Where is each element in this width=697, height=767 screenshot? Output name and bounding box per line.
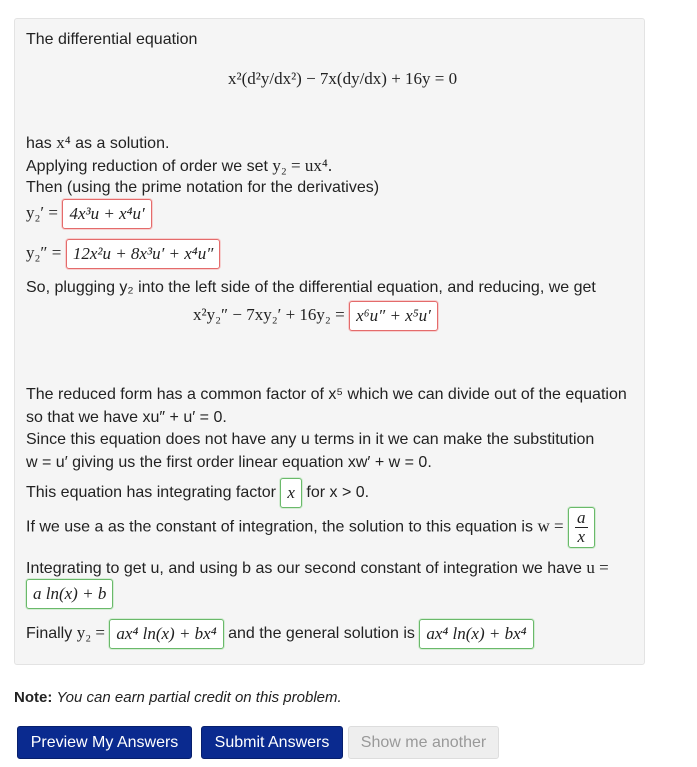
fraction-numerator: a (577, 508, 586, 527)
u-answer-row (26, 579, 113, 609)
since-text-1: Since this equation does not have any u terms in it we can make the substitution (26, 431, 595, 448)
u-answer-field[interactable]: a ln(x) + b (26, 579, 113, 609)
general-pre: and the general solution is (228, 625, 415, 643)
problem-panel (14, 18, 645, 665)
integrating-factor-line (26, 478, 369, 508)
constant-pre: If we use a as the constant of integration, the solution to this equation is (26, 518, 533, 536)
note-text: You can earn partial credit on this problem. (56, 689, 342, 706)
plugging-lhs: x²y₂″ − 7xy₂′ + 16y₂ = (193, 305, 345, 325)
intro-text (26, 31, 197, 49)
finally-pre: Finally (26, 625, 73, 643)
plugging-answer-field[interactable]: x⁶u″ + x⁵u′ (349, 301, 438, 331)
plugging-line (26, 279, 596, 297)
then-line (26, 179, 379, 197)
constant-line (26, 507, 595, 548)
y2-final-answer-field[interactable]: ax⁴ ln(x) + bx⁴ (109, 619, 223, 649)
finally-line (26, 619, 534, 649)
y2-double-label: y₂″ = (26, 243, 62, 263)
y2-prime-row (26, 199, 152, 229)
finally-math: y₂ = (76, 623, 105, 643)
reduced-line-2 (26, 409, 227, 427)
reduced-text-1: The reduced form has a common factor of x⁵ which we can divide out of the equation (26, 386, 627, 403)
integrating-factor-pre: This equation has integrating factor (26, 484, 276, 502)
has-solution-post: as a solution. (75, 135, 170, 152)
main-equation (228, 69, 457, 89)
integrating-line (26, 558, 609, 578)
intro-label: The differential equation (26, 31, 198, 48)
plugging-equation (193, 301, 438, 331)
show-another-button[interactable]: Show me another (348, 726, 499, 759)
y2-prime-answer-field[interactable]: 4x³u + x⁴u′ (62, 199, 151, 229)
preview-answers-button[interactable]: Preview My Answers (17, 726, 192, 759)
integrating-math: u = (586, 558, 609, 577)
reduced-text-2: so that we have xu″ + u′ = 0. (26, 409, 227, 426)
has-solution-math: x⁴ (56, 133, 71, 152)
integrating-pre: Integrating to get u, and using b as our second constant of integration we have (26, 560, 582, 577)
applying-math: y₂ = ux⁴. (272, 156, 333, 175)
fraction-denominator: x (577, 527, 586, 546)
reduced-line-1 (26, 386, 627, 404)
constant-fraction (575, 509, 588, 546)
y2-double-row (26, 239, 220, 269)
main-equation-text: x²(d²y/dx²) − 7x(dy/dx) + 16y = 0 (228, 69, 458, 88)
has-solution-line (26, 133, 169, 153)
y2-double-answer-field[interactable]: 12x²u + 8x³u′ + x⁴u″ (66, 239, 220, 269)
integrating-factor-post: for x > 0. (306, 484, 370, 502)
note-label: Note: (14, 689, 53, 706)
integrating-factor-answer-field[interactable]: x (280, 478, 302, 508)
applying-line (26, 156, 332, 176)
constant-math: w = (537, 516, 564, 536)
submit-answers-button[interactable]: Submit Answers (201, 726, 343, 759)
since-line-2 (26, 454, 432, 472)
y2-prime-label: y₂′ = (26, 203, 58, 223)
plugging-text: So, plugging y₂ into the left side of the differential equation, and reducing, we get (26, 279, 596, 296)
general-solution-answer-field[interactable]: ax⁴ ln(x) + bx⁴ (419, 619, 533, 649)
has-solution-pre: has (26, 135, 52, 152)
since-line-1 (26, 431, 594, 449)
constant-answer-field[interactable] (568, 507, 595, 548)
partial-credit-note (14, 689, 342, 706)
since-text-2: w = u′ giving us the first order linear equation xw′ + w = 0. (26, 454, 432, 471)
then-text: Then (using the prime notation for the derivatives) (26, 179, 380, 196)
applying-pre: Applying reduction of order we set (26, 158, 268, 175)
